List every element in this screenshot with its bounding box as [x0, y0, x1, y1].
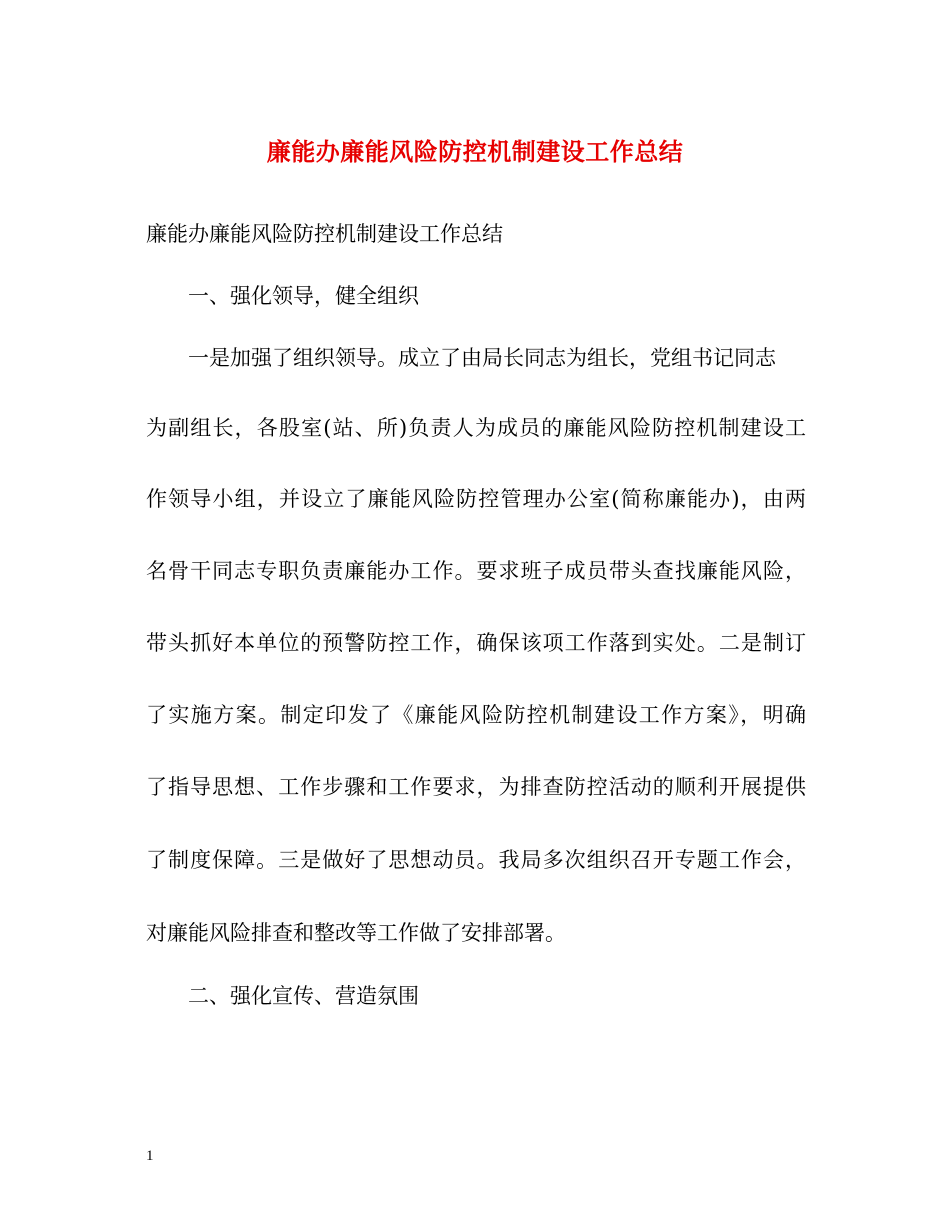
section-heading-2: 二、强化宣传、营造氛围 — [188, 984, 419, 1008]
document-title: 廉能办廉能风险防控机制建设工作总结 — [266, 137, 684, 166]
paragraph-line: 一是加强了组织领导。成立了由局长同志为组长，党组书记同志 — [188, 346, 776, 370]
paragraph-line: 了指导思想、工作步骤和工作要求，为排查防控活动的顺利开展提供 — [146, 775, 806, 799]
document-subtitle: 廉能办廉能风险防控机制建设工作总结 — [146, 222, 503, 246]
paragraph-line: 作领导小组，并设立了廉能风险防控管理办公室(简称廉能办)，由两 — [146, 487, 806, 511]
page-number: 1 — [146, 1148, 154, 1164]
paragraph-line: 了制度保障。三是做好了思想动员。我局多次组织召开专题工作会， — [146, 848, 806, 872]
paragraph-line: 带头抓好本单位的预警防控工作，确保该项工作落到实处。二是制订 — [146, 631, 806, 655]
paragraph-line: 对廉能风险排查和整改等工作做了安排部署。 — [146, 921, 566, 945]
paragraph-line: 名骨干同志专职负责廉能办工作。要求班子成员带头查找廉能风险， — [146, 559, 806, 583]
paragraph-line: 为副组长，各股室(站、所)负责人为成员的廉能风险防控机制建设工 — [146, 416, 806, 440]
paragraph-line: 了实施方案。制定印发了《廉能风险防控机制建设工作方案》，明确 — [146, 703, 806, 727]
section-heading-1: 一、强化领导，健全组织 — [188, 284, 419, 308]
